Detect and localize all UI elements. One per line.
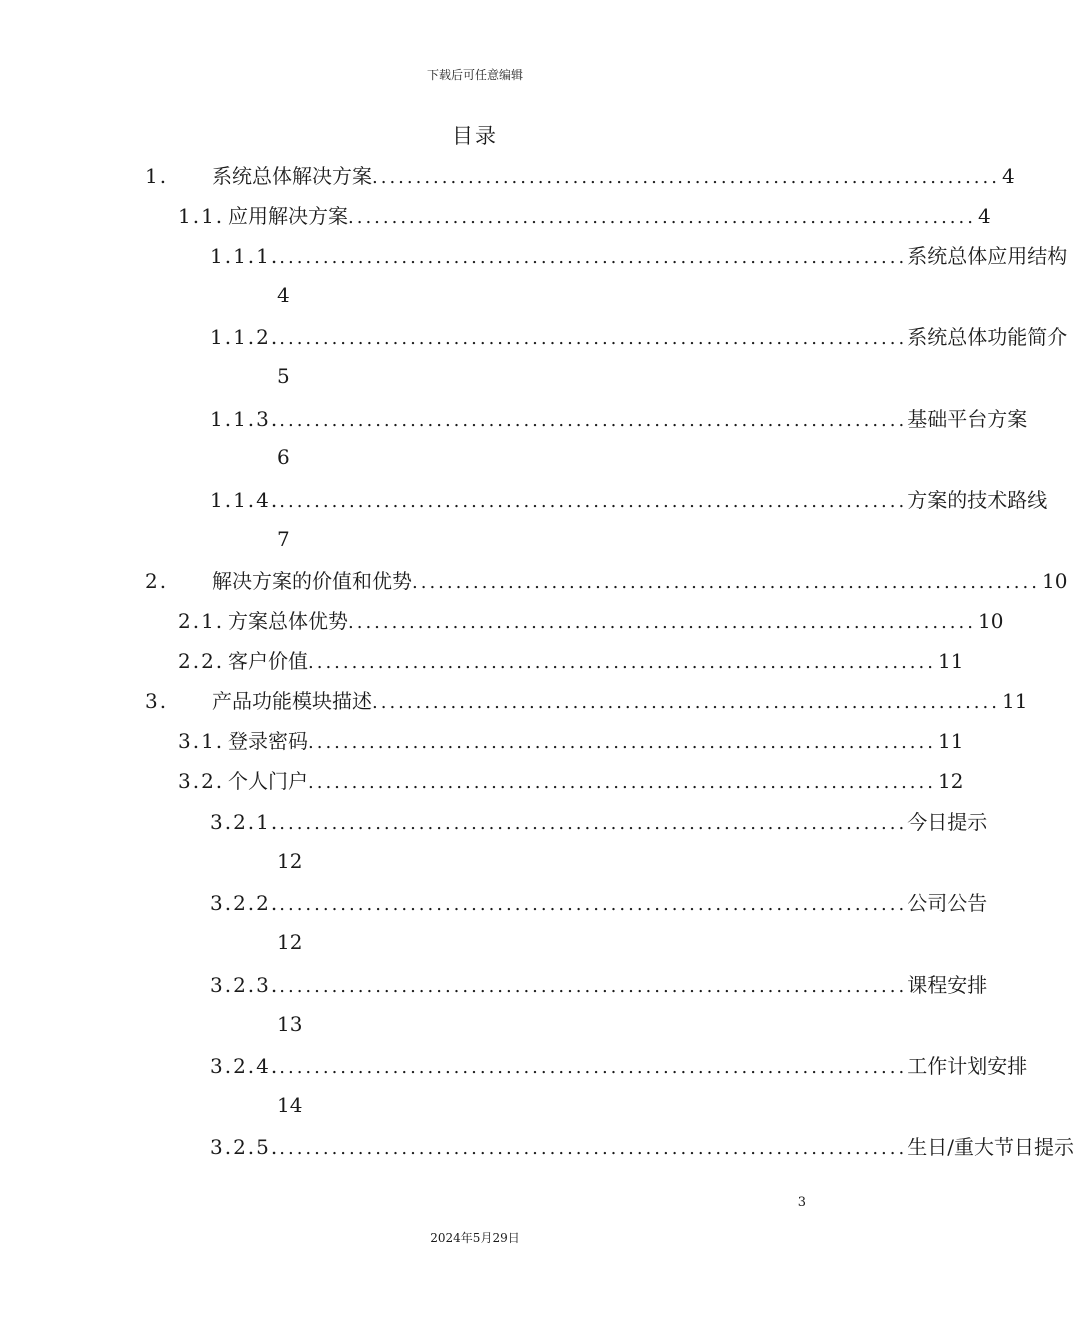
toc-entry-number: 3.2.2. — [210, 891, 280, 915]
toc-entry-number: 1.1. — [178, 204, 225, 228]
toc-entry-number: 3.2.4. — [210, 1054, 280, 1078]
toc-entry-page: 11 — [1001, 689, 1028, 713]
page-header: 下载后可任意编辑 — [426, 68, 523, 82]
toc-entry-number: 3.2.3. — [210, 973, 280, 997]
toc-entry-2-1[interactable] — [178, 605, 1004, 635]
toc-leader-dots: ........................................................................ — [279, 1138, 908, 1159]
toc-entry-1-1-4[interactable] — [210, 484, 1048, 514]
toc-entry-page: 12 — [937, 769, 964, 793]
toc-entry-1[interactable] — [145, 160, 1015, 190]
toc-entry-1-1-1[interactable] — [210, 240, 1068, 270]
toc-entry-text: 系统总体应用结构 — [907, 244, 1068, 268]
toc-entry-3-1[interactable] — [178, 725, 964, 755]
toc-entry-number: 1.1.2. — [210, 325, 280, 349]
toc-entry-text: 今日提示 — [907, 810, 988, 834]
page-footer-date: 2024年5月29日 — [430, 1231, 520, 1245]
toc-entry-page: 10 — [1041, 569, 1068, 593]
toc-entry-1-1[interactable] — [178, 200, 991, 230]
toc-entry-3-2-5[interactable] — [210, 1131, 1074, 1161]
toc-entry-number: 3.1. — [178, 729, 225, 753]
toc-entry-3-2-1[interactable] — [210, 806, 988, 836]
toc-entry-text: 工作计划安排 — [907, 1054, 1028, 1078]
toc-entry-number: 1.1.3. — [210, 407, 280, 431]
toc-entry-page: 11 — [937, 649, 964, 673]
toc-leader-dots: ........................................................................ — [348, 207, 976, 228]
toc-leader-dots: ........................................................................ — [279, 491, 908, 512]
toc-entry-number: 3.2.5. — [210, 1135, 280, 1159]
toc-entry-text: 客户价值 — [228, 649, 308, 673]
toc-title: 目录 — [452, 124, 498, 148]
toc-entry-number: 1.1.4. — [210, 488, 280, 512]
toc-leader-dots: ........................................................................ — [279, 328, 908, 349]
toc-entry-page: 13 — [277, 1012, 303, 1036]
toc-entry-number: 3. — [145, 689, 169, 713]
page-number: 3 — [797, 1195, 806, 1210]
toc-entry-page: 14 — [277, 1093, 303, 1117]
toc-entry-page: 4 — [277, 283, 290, 307]
toc-leader-dots: ........................................................................ — [279, 247, 908, 268]
toc-entry-text: 系统总体功能简介 — [907, 325, 1068, 349]
toc-entry-number: 2.2. — [178, 649, 225, 673]
toc-entry-text: 解决方案的价值和优势 — [212, 569, 412, 593]
toc-entry-page: 4 — [1001, 164, 1015, 188]
toc-entry-number: 2.1. — [178, 609, 225, 633]
toc-leader-dots: ........................................................................ — [372, 692, 1000, 713]
toc-leader-dots: ........................................................................ — [412, 572, 1040, 593]
toc-entry-text: 应用解决方案 — [228, 204, 348, 228]
toc-entry-page: 6 — [277, 445, 290, 469]
toc-entry-page: 12 — [277, 849, 303, 873]
toc-entry-3-2-2[interactable] — [210, 887, 988, 917]
toc-entry-text: 方案总体优势 — [228, 609, 348, 633]
toc-leader-dots: ........................................................................ — [308, 652, 936, 673]
toc-entry-page: 12 — [277, 930, 303, 954]
toc-leader-dots: ........................................................................ — [279, 1057, 908, 1078]
toc-entry-1-1-3[interactable] — [210, 403, 1028, 433]
toc-entry-text: 基础平台方案 — [907, 407, 1028, 431]
toc-entry-text: 系统总体解决方案 — [212, 164, 372, 188]
toc-entry-3-2-4[interactable] — [210, 1050, 1028, 1080]
toc-entry-text: 课程安排 — [907, 973, 988, 997]
toc-leader-dots: ........................................................................ — [279, 410, 908, 431]
toc-entry-text: 产品功能模块描述 — [212, 689, 372, 713]
toc-entry-3-2-3[interactable] — [210, 969, 988, 999]
toc-entry-2-2[interactable] — [178, 645, 964, 675]
toc-entry-text: 登录密码 — [228, 729, 308, 753]
toc-entry-2[interactable] — [145, 565, 1068, 595]
toc-entry-text: 公司公告 — [907, 891, 988, 915]
toc-leader-dots: ........................................................................ — [372, 167, 1000, 188]
toc-leader-dots: ........................................................................ — [279, 976, 908, 997]
toc-entry-text: 生日/重大节日提示 — [907, 1135, 1074, 1159]
toc-leader-dots: ........................................................................ — [308, 732, 936, 753]
toc-leader-dots: ........................................................................ — [348, 612, 976, 633]
toc-entry-page: 11 — [937, 729, 964, 753]
toc-entry-text: 方案的技术路线 — [907, 488, 1048, 512]
toc-entry-page: 7 — [277, 527, 290, 551]
toc-entry-number: 3.2.1. — [210, 810, 280, 834]
toc-leader-dots: ........................................................................ — [279, 894, 908, 915]
toc-entry-1-1-2[interactable] — [210, 321, 1068, 351]
toc-entry-number: 2. — [145, 569, 169, 593]
toc-entry-number: 3.2. — [178, 769, 225, 793]
toc-entry-text: 个人门户 — [228, 769, 308, 793]
toc-entry-page: 4 — [977, 204, 991, 228]
toc-leader-dots: ........................................................................ — [279, 813, 908, 834]
toc-entry-3[interactable] — [145, 685, 1028, 715]
toc-leader-dots: ........................................................................ — [308, 772, 936, 793]
toc-entry-page: 5 — [277, 364, 290, 388]
toc-entry-number: 1.1.1. — [210, 244, 280, 268]
toc-entry-3-2[interactable] — [178, 765, 964, 795]
toc-entry-page: 10 — [977, 609, 1004, 633]
toc-entry-number: 1. — [145, 164, 169, 188]
